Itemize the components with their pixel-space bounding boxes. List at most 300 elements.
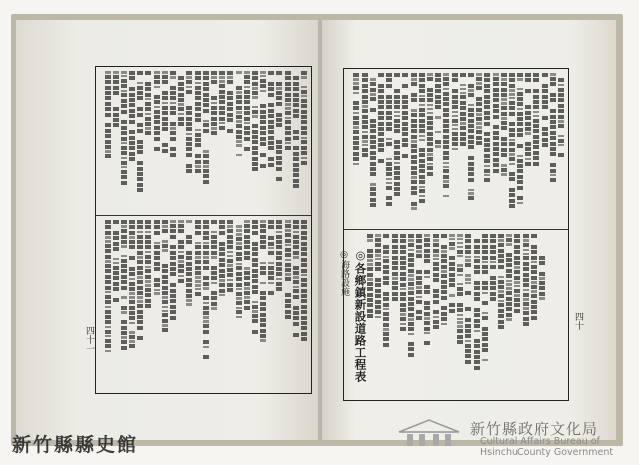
text-glyph xyxy=(400,327,406,331)
text-glyph xyxy=(186,106,192,110)
text-glyph xyxy=(441,265,447,269)
text-glyph xyxy=(244,106,250,110)
text-glyph xyxy=(227,268,233,272)
text-glyph xyxy=(186,245,192,249)
text-column xyxy=(219,220,226,359)
text-column xyxy=(293,71,300,192)
text-glyph xyxy=(457,329,463,333)
text-glyph xyxy=(162,117,168,121)
text-glyph xyxy=(375,249,381,253)
text-glyph xyxy=(353,86,359,90)
text-glyph xyxy=(490,276,496,280)
text-column xyxy=(443,73,450,210)
text-glyph xyxy=(457,274,463,277)
text-glyph xyxy=(293,333,299,337)
text-glyph xyxy=(424,254,430,258)
text-glyph xyxy=(211,80,217,84)
text-glyph xyxy=(468,172,474,176)
text-glyph xyxy=(411,93,417,97)
text-glyph xyxy=(408,302,414,306)
text-glyph xyxy=(178,76,184,80)
text-glyph xyxy=(227,86,233,90)
text-glyph xyxy=(293,109,299,113)
text-glyph xyxy=(105,96,111,100)
text-glyph xyxy=(105,107,111,111)
text-glyph xyxy=(468,104,474,107)
text-glyph xyxy=(137,71,143,75)
text-glyph xyxy=(105,286,111,290)
text-glyph xyxy=(386,84,392,88)
text-glyph xyxy=(129,267,135,271)
text-glyph xyxy=(457,335,463,339)
text-glyph xyxy=(408,282,414,286)
text-glyph xyxy=(260,84,266,88)
text-glyph xyxy=(474,324,480,328)
text-column xyxy=(268,71,275,192)
text-glyph xyxy=(452,105,458,109)
text-column xyxy=(203,220,210,359)
text-column xyxy=(154,71,161,192)
text-glyph xyxy=(260,110,266,114)
text-glyph xyxy=(517,92,523,96)
text-glyph xyxy=(137,156,143,160)
text-glyph xyxy=(411,82,417,86)
text-glyph xyxy=(211,235,217,239)
text-glyph xyxy=(293,225,299,229)
text-glyph xyxy=(501,173,507,176)
text-glyph xyxy=(121,229,127,233)
text-glyph xyxy=(416,239,422,243)
text-glyph xyxy=(427,82,433,86)
text-glyph xyxy=(170,272,176,276)
text-glyph xyxy=(490,270,496,274)
text-glyph xyxy=(408,239,414,242)
text-glyph xyxy=(542,116,548,120)
text-glyph xyxy=(383,292,389,296)
right-table-frame xyxy=(343,68,569,401)
text-glyph xyxy=(145,255,151,259)
text-glyph xyxy=(460,126,466,130)
text-glyph xyxy=(452,142,458,146)
text-glyph xyxy=(252,91,258,95)
text-glyph xyxy=(460,84,466,87)
text-glyph xyxy=(276,113,282,117)
text-column xyxy=(509,73,516,210)
text-glyph xyxy=(457,325,463,328)
text-column xyxy=(252,71,259,192)
text-glyph xyxy=(419,142,425,146)
text-glyph xyxy=(137,251,143,255)
text-glyph xyxy=(105,71,111,74)
text-glyph xyxy=(465,313,471,317)
text-glyph xyxy=(301,242,307,246)
text-glyph xyxy=(301,104,307,108)
text-glyph xyxy=(525,78,531,82)
text-glyph xyxy=(457,234,463,237)
text-glyph xyxy=(452,95,458,99)
text-glyph xyxy=(121,340,127,344)
text-glyph xyxy=(301,294,307,298)
text-glyph xyxy=(468,183,474,187)
text-glyph xyxy=(550,109,556,113)
text-glyph xyxy=(493,98,499,102)
text-glyph xyxy=(162,86,168,90)
text-glyph xyxy=(370,135,376,139)
text-glyph xyxy=(129,103,135,107)
text-glyph xyxy=(367,309,373,313)
text-glyph xyxy=(539,234,545,238)
text-glyph xyxy=(244,235,250,239)
text-glyph xyxy=(293,157,299,161)
text-glyph xyxy=(465,278,471,281)
text-glyph xyxy=(558,153,564,157)
text-glyph xyxy=(244,276,250,280)
text-glyph xyxy=(416,259,422,263)
text-glyph xyxy=(285,142,291,145)
text-glyph xyxy=(195,154,201,158)
text-glyph xyxy=(501,88,507,92)
text-glyph xyxy=(252,225,258,229)
text-glyph xyxy=(408,243,414,247)
text-glyph xyxy=(362,120,368,124)
text-glyph xyxy=(443,166,449,169)
text-glyph xyxy=(105,154,111,158)
text-glyph xyxy=(260,99,266,103)
text-glyph xyxy=(457,314,463,317)
text-glyph xyxy=(268,93,274,97)
text-glyph xyxy=(113,262,119,265)
text-glyph xyxy=(227,102,233,106)
text-glyph xyxy=(129,296,135,299)
text-glyph xyxy=(129,146,135,150)
text-glyph xyxy=(517,117,523,121)
text-glyph xyxy=(178,71,184,75)
text-glyph xyxy=(443,162,449,165)
text-glyph xyxy=(260,313,266,317)
text-glyph xyxy=(370,108,376,112)
text-glyph xyxy=(105,113,111,117)
text-glyph xyxy=(558,109,564,113)
text-glyph xyxy=(443,145,449,149)
text-glyph xyxy=(211,271,217,275)
text-glyph xyxy=(105,160,111,164)
text-column xyxy=(285,220,292,359)
text-glyph xyxy=(411,202,417,206)
text-glyph xyxy=(105,306,111,309)
text-glyph xyxy=(260,75,266,78)
text-glyph xyxy=(178,245,184,249)
text-glyph xyxy=(525,84,531,88)
text-glyph xyxy=(252,301,258,304)
text-glyph xyxy=(154,236,160,240)
text-glyph xyxy=(162,286,168,290)
text-glyph xyxy=(252,295,258,299)
text-glyph xyxy=(252,269,258,273)
text-glyph xyxy=(203,271,209,275)
text-column xyxy=(433,234,440,370)
text-glyph xyxy=(531,316,537,320)
text-glyph xyxy=(129,326,135,330)
text-glyph xyxy=(419,169,425,173)
text-glyph xyxy=(517,78,523,81)
text-glyph xyxy=(449,242,455,246)
text-glyph xyxy=(509,112,515,116)
text-glyph xyxy=(408,333,414,336)
text-glyph xyxy=(452,124,458,127)
org-name-cn: 新竹縣政府文化局 xyxy=(470,420,599,438)
text-glyph xyxy=(170,102,176,105)
text-glyph xyxy=(276,129,282,133)
text-glyph xyxy=(301,283,307,287)
text-glyph xyxy=(411,186,417,190)
text-glyph xyxy=(170,117,176,121)
text-glyph xyxy=(203,150,209,153)
text-glyph xyxy=(370,93,376,96)
text-glyph xyxy=(514,289,520,293)
text-glyph xyxy=(370,88,376,92)
text-glyph xyxy=(186,86,192,89)
text-glyph xyxy=(137,286,143,290)
text-glyph xyxy=(427,73,433,76)
text-glyph xyxy=(498,320,504,324)
text-glyph xyxy=(375,283,381,287)
text-glyph xyxy=(539,277,545,280)
text-glyph xyxy=(501,126,507,130)
text-glyph xyxy=(105,231,111,235)
text-glyph xyxy=(482,276,488,280)
text-glyph xyxy=(276,91,282,95)
text-glyph xyxy=(517,133,523,137)
text-glyph xyxy=(452,100,458,104)
text-glyph xyxy=(435,135,441,139)
text-glyph xyxy=(276,282,282,286)
text-glyph xyxy=(105,291,111,294)
text-glyph xyxy=(170,267,176,271)
text-glyph xyxy=(129,141,135,145)
text-glyph xyxy=(370,82,376,86)
text-glyph xyxy=(468,135,474,139)
text-glyph xyxy=(367,254,373,258)
text-glyph xyxy=(154,80,160,84)
text-glyph xyxy=(509,157,515,161)
text-glyph xyxy=(411,140,417,143)
text-glyph xyxy=(227,279,233,282)
text-glyph xyxy=(244,282,250,286)
text-glyph xyxy=(353,73,359,77)
text-glyph xyxy=(506,280,512,283)
text-glyph xyxy=(558,98,564,102)
text-glyph xyxy=(105,86,111,90)
text-glyph xyxy=(105,275,111,279)
text-glyph xyxy=(244,220,250,223)
text-glyph xyxy=(285,76,291,80)
text-glyph xyxy=(523,317,529,321)
text-glyph xyxy=(186,294,192,298)
text-column xyxy=(498,234,505,370)
text-glyph xyxy=(498,300,504,303)
text-glyph xyxy=(531,270,537,274)
text-glyph xyxy=(268,225,274,229)
text-glyph xyxy=(476,86,482,90)
text-glyph xyxy=(170,235,176,239)
text-glyph xyxy=(105,344,111,348)
text-glyph xyxy=(105,315,111,319)
text-glyph xyxy=(195,165,201,168)
text-glyph xyxy=(121,151,127,155)
text-glyph xyxy=(411,176,417,179)
text-glyph xyxy=(211,231,217,234)
text-glyph xyxy=(276,287,282,291)
text-glyph xyxy=(531,239,537,243)
text-glyph xyxy=(362,109,368,113)
text-glyph xyxy=(252,110,258,114)
text-glyph xyxy=(137,107,143,111)
text-glyph xyxy=(449,262,455,266)
text-glyph xyxy=(105,295,111,299)
text-glyph xyxy=(367,243,373,247)
text-glyph xyxy=(105,260,111,263)
text-glyph xyxy=(465,349,471,353)
text-glyph xyxy=(433,273,439,277)
text-glyph xyxy=(195,231,201,235)
text-glyph xyxy=(121,126,127,130)
text-glyph xyxy=(252,87,258,90)
text-glyph xyxy=(203,140,209,144)
text-glyph xyxy=(121,120,127,124)
text-glyph xyxy=(394,129,400,133)
text-glyph xyxy=(441,259,447,263)
text-column xyxy=(452,73,459,210)
text-glyph xyxy=(145,117,151,121)
text-glyph xyxy=(285,107,291,110)
text-glyph xyxy=(482,363,488,367)
text-glyph xyxy=(533,73,539,77)
text-glyph xyxy=(531,276,537,280)
text-glyph xyxy=(236,288,242,291)
text-glyph xyxy=(484,169,490,173)
text-glyph xyxy=(482,296,488,300)
text-glyph xyxy=(383,270,389,274)
text-glyph xyxy=(525,142,531,146)
text-glyph xyxy=(419,108,425,112)
text-glyph xyxy=(493,88,499,92)
text-glyph xyxy=(402,138,408,142)
text-glyph xyxy=(113,276,119,280)
text-glyph xyxy=(129,71,135,75)
text-glyph xyxy=(386,147,392,151)
text-glyph xyxy=(383,308,389,311)
text-glyph xyxy=(525,73,531,77)
text-glyph xyxy=(137,82,143,85)
text-glyph xyxy=(452,89,458,93)
text-glyph xyxy=(542,138,548,142)
text-glyph xyxy=(402,132,408,136)
text-glyph xyxy=(236,124,242,128)
text-glyph xyxy=(542,100,548,104)
text-glyph xyxy=(219,100,225,104)
text-glyph xyxy=(506,234,512,237)
text-glyph xyxy=(523,307,529,310)
text-glyph xyxy=(493,131,499,135)
text-glyph xyxy=(402,95,408,99)
text-glyph xyxy=(386,158,392,161)
text-glyph xyxy=(474,265,480,269)
text-column xyxy=(490,234,497,370)
text-glyph xyxy=(353,112,359,115)
text-glyph xyxy=(276,71,282,75)
text-glyph xyxy=(301,231,307,235)
text-glyph xyxy=(145,102,151,106)
text-glyph xyxy=(252,231,258,235)
text-glyph xyxy=(236,307,242,310)
text-glyph xyxy=(301,151,307,155)
text-glyph xyxy=(162,235,168,239)
text-glyph xyxy=(227,229,233,233)
text-glyph xyxy=(531,261,537,264)
text-glyph xyxy=(476,113,482,116)
text-glyph xyxy=(460,137,466,141)
text-glyph xyxy=(484,165,490,168)
text-glyph xyxy=(285,229,291,232)
text-glyph xyxy=(211,256,217,259)
text-glyph xyxy=(227,107,233,111)
text-glyph xyxy=(268,286,274,290)
text-glyph xyxy=(162,269,168,273)
text-glyph xyxy=(170,305,176,309)
text-glyph xyxy=(260,153,266,157)
text-glyph xyxy=(145,266,151,269)
text-glyph xyxy=(386,172,392,176)
text-glyph xyxy=(435,111,441,115)
text-glyph xyxy=(260,302,266,306)
text-column xyxy=(550,73,557,210)
text-glyph xyxy=(252,274,258,278)
text-glyph xyxy=(493,93,499,97)
text-glyph xyxy=(244,296,250,299)
text-glyph xyxy=(370,140,376,144)
text-glyph xyxy=(227,288,233,292)
text-glyph xyxy=(506,297,512,301)
text-glyph xyxy=(276,140,282,144)
text-glyph xyxy=(121,104,127,108)
text-glyph xyxy=(268,87,274,91)
text-glyph xyxy=(419,164,425,168)
text-glyph xyxy=(452,119,458,123)
text-glyph xyxy=(178,82,184,86)
text-glyph xyxy=(443,156,449,160)
text-glyph xyxy=(468,78,474,82)
text-glyph xyxy=(203,350,209,354)
text-glyph xyxy=(137,235,143,239)
text-glyph xyxy=(539,266,545,270)
text-glyph xyxy=(416,276,422,280)
text-glyph xyxy=(285,244,291,247)
text-glyph xyxy=(244,240,250,244)
text-glyph xyxy=(468,192,474,195)
text-glyph xyxy=(268,251,274,255)
text-glyph xyxy=(353,146,359,150)
text-glyph xyxy=(252,130,258,134)
text-glyph xyxy=(509,148,515,152)
text-glyph xyxy=(427,163,433,166)
text-glyph xyxy=(443,108,449,112)
text-glyph xyxy=(411,124,417,128)
text-glyph xyxy=(386,196,392,200)
text-glyph xyxy=(416,265,422,269)
text-glyph xyxy=(219,294,225,297)
text-glyph xyxy=(378,127,384,131)
text-glyph xyxy=(362,144,368,147)
